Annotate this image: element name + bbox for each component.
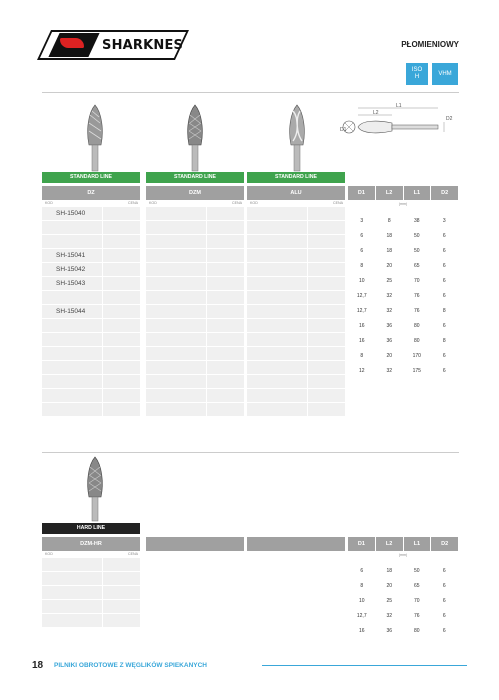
product-code: [146, 235, 207, 248]
product-code: [42, 586, 103, 599]
price-cell: [103, 614, 140, 627]
table-row: [146, 277, 244, 291]
d1-value: 16: [358, 338, 365, 344]
price-cell: [207, 389, 244, 402]
price-cell: [308, 375, 345, 388]
product-code: [146, 221, 207, 234]
price-cell: [308, 347, 345, 360]
price-cell: [308, 403, 345, 416]
dimension-row: [348, 564, 458, 579]
price-cell: [103, 389, 140, 402]
dimension-row: [348, 304, 458, 319]
l2-value: 36: [386, 338, 393, 344]
table-row: [42, 207, 140, 221]
table-row: [42, 572, 140, 586]
price-cell: [103, 586, 140, 599]
product-code: [146, 403, 207, 416]
product-code: [146, 361, 207, 374]
l1-value: 65: [413, 263, 420, 269]
d2-value: 3: [442, 218, 446, 224]
table-row: [146, 403, 244, 417]
table-row: [247, 403, 345, 417]
d2-value: 6: [442, 353, 446, 359]
dimension-row: [348, 349, 458, 364]
price-cell: [207, 305, 244, 318]
product-code: SH-15041: [42, 249, 103, 262]
product-code: [146, 319, 207, 332]
l1-value: 80: [413, 338, 420, 344]
table-row: [42, 614, 140, 628]
product-code: [146, 207, 207, 220]
price-cell: [103, 600, 140, 613]
column-dz: [42, 172, 140, 417]
brand-logo: [44, 30, 182, 60]
table-row: [42, 389, 140, 403]
price-cell: [103, 263, 140, 276]
table-row: [247, 389, 345, 403]
price-cell: [207, 319, 244, 332]
d2-value: 6: [442, 278, 446, 284]
unit-label: (mm): [398, 202, 408, 206]
table-row: [146, 375, 244, 389]
d2-value: 6: [442, 248, 446, 254]
column-empty-1: [146, 537, 244, 551]
l1-value: 65: [413, 583, 420, 589]
line-label: HARD LINE: [42, 523, 140, 534]
product-code: [146, 305, 207, 318]
price-cell: [308, 235, 345, 248]
product-header: ALU: [247, 186, 345, 200]
header-l2: L2: [376, 537, 404, 551]
dimension-row: [348, 244, 458, 259]
product-code: SH-15042: [42, 263, 103, 276]
product-header: DZM: [146, 186, 244, 200]
dimension-row: [348, 624, 458, 639]
table-row: [146, 361, 244, 375]
vhm-badge: VHM: [432, 63, 458, 85]
product-code: [42, 600, 103, 613]
product-code: [42, 572, 103, 585]
product-header: DZM-HR: [42, 537, 140, 551]
l2-value: 20: [386, 583, 393, 589]
d2-value: 6: [442, 613, 446, 619]
table-row: [247, 319, 345, 333]
d2-value: 6: [442, 368, 446, 374]
price-cell: [103, 572, 140, 585]
price-cell: [308, 249, 345, 262]
product-code: [247, 263, 308, 276]
table-row: [247, 375, 345, 389]
d2-value: 6: [442, 628, 446, 634]
product-code: [42, 389, 103, 402]
product-code: [146, 389, 207, 402]
footer-line: [262, 665, 467, 666]
product-code: [247, 319, 308, 332]
price-cell: [207, 235, 244, 248]
label-l1: L1: [396, 103, 402, 109]
l2-value: 36: [386, 323, 393, 329]
price-cell: [103, 347, 140, 360]
table-row: [247, 347, 345, 361]
l1-value: 76: [413, 293, 420, 299]
d1-value: 16: [358, 628, 365, 634]
kod-label: KOD: [250, 201, 258, 205]
product-code: [247, 291, 308, 304]
product-code: [42, 221, 103, 234]
l1-value: 50: [413, 233, 420, 239]
table-row: [42, 305, 140, 319]
table-row: [146, 207, 244, 221]
line-label: STANDARD LINE: [42, 172, 140, 183]
unit-label: (mm): [398, 553, 408, 557]
price-cell: [207, 333, 244, 346]
price-cell: [207, 361, 244, 374]
table-row: [42, 600, 140, 614]
dimension-row: [348, 364, 458, 379]
l1-value: 50: [413, 248, 420, 254]
product-code: [42, 347, 103, 360]
l2-value: 25: [386, 598, 393, 604]
price-cell: [207, 277, 244, 290]
table-row: [247, 277, 345, 291]
header-d1: D1: [348, 537, 376, 551]
brand-name: SHARKNES: [102, 38, 184, 53]
table-row: [247, 291, 345, 305]
column-alu: [247, 172, 345, 417]
table-row: [146, 249, 244, 263]
product-code: [247, 333, 308, 346]
column-empty-2: [247, 537, 345, 551]
product-code: [247, 207, 308, 220]
l1-value: 76: [413, 613, 420, 619]
burr-dz-image: [80, 103, 110, 173]
price-cell: [308, 221, 345, 234]
product-code: SH-15044: [42, 305, 103, 318]
d2-value: 8: [442, 308, 446, 314]
table-row: [42, 249, 140, 263]
header-l1: L1: [404, 537, 432, 551]
table-row: [146, 305, 244, 319]
table-row: [247, 361, 345, 375]
dimension-row: [348, 229, 458, 244]
l2-value: 32: [386, 293, 393, 299]
l2-value: 8: [387, 218, 391, 224]
table-row: [42, 235, 140, 249]
d1-value: 8: [360, 353, 364, 359]
page-number: 18: [32, 660, 44, 671]
cena-label: CENA: [128, 552, 138, 556]
table-row: [146, 319, 244, 333]
price-cell: [308, 305, 345, 318]
table-row: [146, 235, 244, 249]
product-code: [247, 249, 308, 262]
table-row: [146, 291, 244, 305]
page-title: PŁOMIENIOWY: [401, 40, 459, 49]
price-cell: [103, 221, 140, 234]
d1-value: 12,7: [356, 308, 367, 314]
d2-value: 8: [442, 338, 446, 344]
header-d2: D2: [441, 190, 449, 196]
table-row: [42, 403, 140, 417]
l1-value: 70: [413, 598, 420, 604]
table-row: [247, 263, 345, 277]
table-row: [42, 221, 140, 235]
d1-value: 10: [358, 278, 365, 284]
price-cell: [207, 249, 244, 262]
l1-value: 50: [413, 568, 420, 574]
product-code: [42, 375, 103, 388]
product-code: SH-15043: [42, 277, 103, 290]
d1-value: 12,7: [356, 293, 367, 299]
table-row: [146, 333, 244, 347]
table-row: [42, 558, 140, 572]
l1-value: 76: [413, 308, 420, 314]
label-d1: D1: [340, 127, 347, 133]
d2-value: 6: [442, 233, 446, 239]
product-code: [42, 319, 103, 332]
burr-dzm-hr-image: [80, 455, 110, 523]
kod-label: KOD: [45, 552, 53, 556]
product-code: [146, 333, 207, 346]
price-cell: [207, 263, 244, 276]
l1-value: 175: [412, 368, 421, 374]
product-code: [247, 389, 308, 402]
dimension-row: [348, 214, 458, 229]
header-d2: D2: [441, 541, 449, 547]
product-code: [146, 375, 207, 388]
price-cell: [103, 207, 140, 220]
price-cell: [308, 333, 345, 346]
price-cell: [308, 207, 345, 220]
product-header: DZ: [42, 186, 140, 200]
burr-dzm-image: [180, 103, 210, 173]
table-row: [146, 263, 244, 277]
label-l2: L2: [373, 110, 379, 116]
product-code: [247, 361, 308, 374]
d1-value: 10: [358, 598, 365, 604]
iso-badge: ISO H: [406, 63, 428, 85]
d1-value: 8: [360, 263, 364, 269]
product-code: [42, 558, 103, 571]
dimension-row: [348, 609, 458, 624]
price-cell: [207, 403, 244, 416]
price-cell: [103, 361, 140, 374]
price-cell: [308, 263, 345, 276]
dimension-header: [348, 537, 458, 551]
price-cell: [207, 375, 244, 388]
cena-label: CENA: [232, 201, 242, 205]
shark-icon: [60, 38, 84, 48]
price-cell: [103, 305, 140, 318]
price-cell: [308, 319, 345, 332]
price-cell: [103, 235, 140, 248]
dimension-header: [348, 186, 458, 200]
table-row: [146, 389, 244, 403]
kod-label: KOD: [45, 201, 53, 205]
product-code: [146, 263, 207, 276]
l1-value: 70: [413, 278, 420, 284]
price-cell: [308, 277, 345, 290]
table-row: [42, 291, 140, 305]
price-cell: [103, 375, 140, 388]
product-code: [247, 403, 308, 416]
column-dzm-hr: [42, 523, 140, 628]
table-row: [42, 347, 140, 361]
table-row: [247, 305, 345, 319]
table-row: [146, 221, 244, 235]
cena-label: CENA: [128, 201, 138, 205]
l2-value: 20: [386, 263, 393, 269]
d1-value: 6: [360, 248, 364, 254]
product-code: SH-15040: [42, 207, 103, 220]
d1-value: 6: [360, 233, 364, 239]
product-code: [146, 291, 207, 304]
dimension-row: [348, 289, 458, 304]
technical-drawing: [340, 100, 465, 160]
header-l1: L1: [404, 186, 432, 200]
d1-value: 3: [360, 218, 364, 224]
price-cell: [103, 319, 140, 332]
price-cell: [103, 277, 140, 290]
line-label: STANDARD LINE: [146, 172, 244, 183]
l1-value: 80: [413, 323, 420, 329]
divider: [42, 452, 459, 453]
product-code: [42, 614, 103, 627]
product-code: [247, 375, 308, 388]
dimension-row: [348, 334, 458, 349]
product-code: [42, 361, 103, 374]
price-cell: [103, 403, 140, 416]
l2-value: 32: [386, 308, 393, 314]
kod-label: KOD: [149, 201, 157, 205]
table-row: [42, 263, 140, 277]
dimension-table: [348, 564, 458, 639]
dimension-row: [348, 319, 458, 334]
product-code: [247, 221, 308, 234]
column-dzm: [146, 172, 244, 417]
table-row: [42, 361, 140, 375]
product-code: [146, 347, 207, 360]
dimension-row: [348, 594, 458, 609]
product-code: [247, 277, 308, 290]
l2-value: 25: [386, 278, 393, 284]
price-cell: [103, 333, 140, 346]
price-cell: [207, 347, 244, 360]
d1-value: 6: [360, 568, 364, 574]
d1-value: 12,7: [356, 613, 367, 619]
product-code: [146, 249, 207, 262]
l2-value: 18: [386, 248, 393, 254]
table-row: [247, 235, 345, 249]
d1-value: 8: [360, 583, 364, 589]
price-cell: [308, 361, 345, 374]
table-row: [42, 277, 140, 291]
d1-value: 12: [358, 368, 365, 374]
d2-value: 6: [442, 598, 446, 604]
table-row: [247, 207, 345, 221]
price-cell: [103, 249, 140, 262]
product-code: [146, 277, 207, 290]
price-cell: [207, 207, 244, 220]
footer-text: PILNIKI OBROTOWE Z WĘGLIKÓW SPIEKANYCH: [54, 662, 207, 669]
table-row: [146, 347, 244, 361]
table-row: [42, 319, 140, 333]
product-header-empty: [146, 537, 244, 551]
d2-value: 6: [442, 293, 446, 299]
dimension-row: [348, 274, 458, 289]
l2-value: 32: [386, 613, 393, 619]
l1-value: 170: [412, 353, 421, 359]
table-row: [42, 586, 140, 600]
dimension-table: [348, 214, 458, 379]
l1-value: 80: [413, 628, 420, 634]
divider: [42, 92, 459, 93]
d2-value: 6: [442, 568, 446, 574]
header-d1: D1: [348, 186, 376, 200]
product-code: [42, 333, 103, 346]
d2-value: 6: [442, 323, 446, 329]
l1-value: 38: [413, 218, 420, 224]
cena-label: CENA: [333, 201, 343, 205]
price-cell: [103, 558, 140, 571]
dimension-row: [348, 579, 458, 594]
l2-value: 20: [386, 353, 393, 359]
d2-value: 6: [442, 583, 446, 589]
price-cell: [207, 291, 244, 304]
header-l2: L2: [376, 186, 404, 200]
burr-alu-image: [282, 103, 312, 173]
table-row: [42, 375, 140, 389]
product-code: [247, 235, 308, 248]
price-cell: [308, 291, 345, 304]
l2-value: 32: [386, 368, 393, 374]
product-code: [247, 347, 308, 360]
label-d2: D2: [446, 116, 453, 122]
price-cell: [308, 389, 345, 402]
product-code: [42, 291, 103, 304]
d1-value: 16: [358, 323, 365, 329]
l2-value: 36: [386, 628, 393, 634]
price-cell: [103, 291, 140, 304]
table-row: [247, 249, 345, 263]
l2-value: 18: [386, 568, 393, 574]
d2-value: 6: [442, 263, 446, 269]
product-code: [42, 403, 103, 416]
dimension-row: [348, 259, 458, 274]
product-code: [42, 235, 103, 248]
table-row: [42, 333, 140, 347]
price-cell: [207, 221, 244, 234]
product-code: [247, 305, 308, 318]
product-header-empty: [247, 537, 345, 551]
line-label: STANDARD LINE: [247, 172, 345, 183]
table-row: [247, 333, 345, 347]
l2-value: 18: [386, 233, 393, 239]
table-row: [247, 221, 345, 235]
